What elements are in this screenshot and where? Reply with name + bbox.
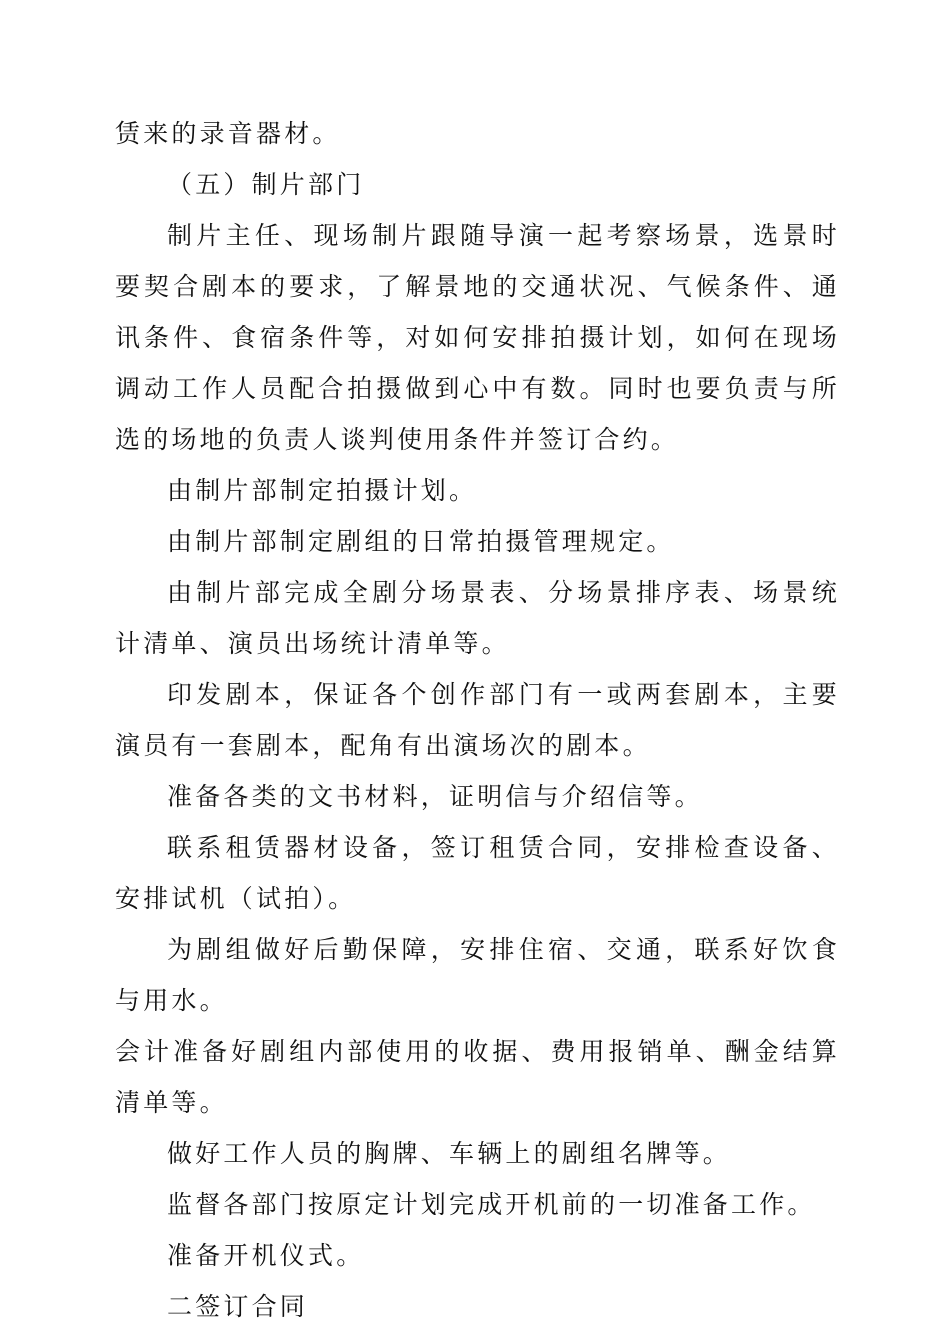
paragraph-logistics: 为剧组做好后勤保障，安排住宿、交通，联系好饮食与用水。 bbox=[115, 935, 840, 1015]
section-heading-contract: 二签订合同 bbox=[167, 1292, 309, 1321]
paragraph-documents: 准备各类的文书材料，证明信与介绍信等。 bbox=[167, 782, 703, 811]
paragraph-supervision: 监督各部门按原定计划完成开机前的一切准备工作。 bbox=[167, 1190, 816, 1219]
paragraph-script-distribution: 印发剧本，保证各个创作部门有一或两套剧本，主要演员有一套剧本，配角有出演场次的剧本。 bbox=[115, 680, 840, 760]
paragraph-accounting: 会计准备好剧组内部使用的收据、费用报销单、酬金结算清单等。 bbox=[115, 1037, 840, 1117]
paragraph-badges: 做好工作人员的胸牌、车辆上的剧组名牌等。 bbox=[167, 1139, 732, 1168]
paragraph-management-rules: 由制片部制定剧组的日常拍摄管理规定。 bbox=[167, 527, 675, 556]
section-heading-production-department: （五）制片部门 bbox=[167, 170, 365, 199]
paragraph-scene-lists: 由制片部完成全剧分场景表、分场景排序表、场景统计清单、演员出场统计清单等。 bbox=[115, 578, 840, 658]
paragraph-equipment-rental: 联系租赁器材设备，签订租赁合同，安排检查设备、安排试机（试拍）。 bbox=[115, 833, 840, 913]
paragraph-continuation: 赁来的录音器材。 bbox=[115, 119, 341, 148]
paragraph-location-scouting: 制片主任、现场制片跟随导演一起考察场景，选景时要契合剧本的要求，了解景地的交通状况、气候条件、通讯条件、食宿条件等，对如何安排拍摄计划，如何在现场调动工作人员配合拍摄做到心中有数。同时也要负责与所选的场地的负责人谈判使用条件并签订合约。 bbox=[115, 221, 840, 454]
document-body bbox=[115, 108, 840, 1332]
paragraph-opening-ceremony: 准备开机仪式。 bbox=[167, 1241, 365, 1270]
paragraph-shooting-plan: 由制片部制定拍摄计划。 bbox=[167, 476, 478, 505]
